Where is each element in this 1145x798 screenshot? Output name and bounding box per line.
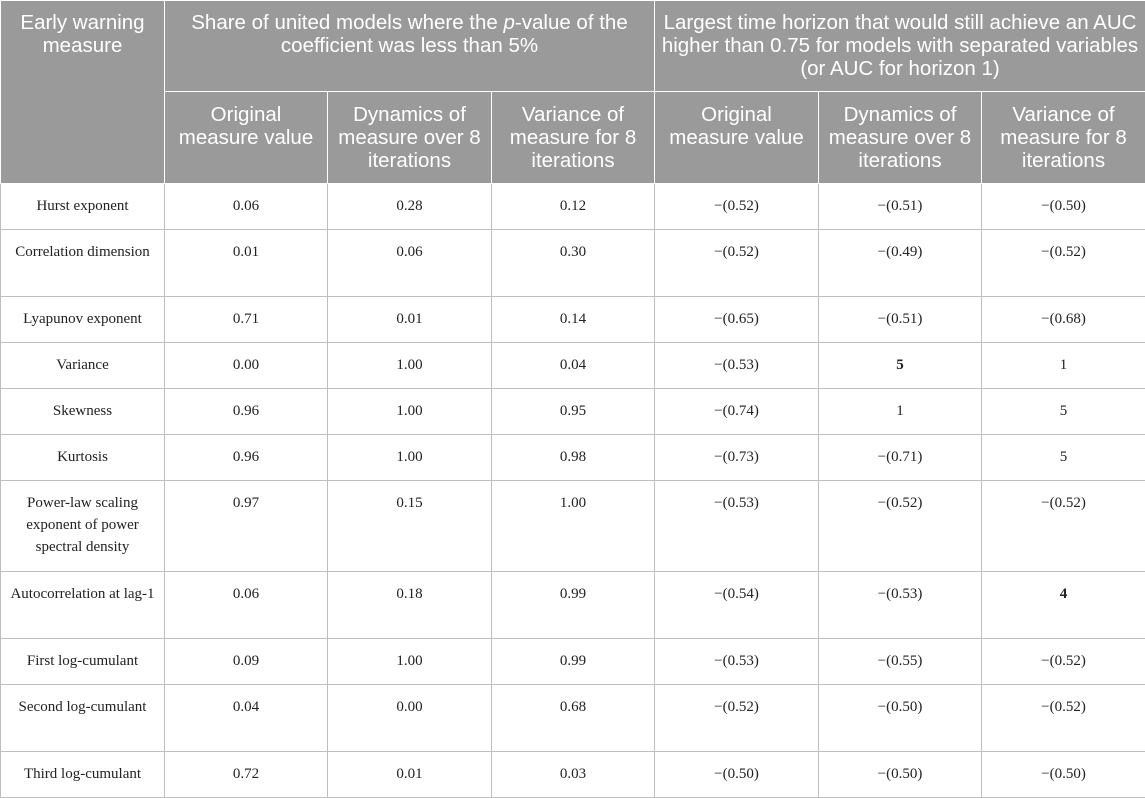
row-label: Correlation dimension bbox=[1, 230, 165, 297]
bold-value: 4 bbox=[1060, 586, 1068, 602]
header-original-measure-value-1: Original measure value bbox=[165, 92, 328, 184]
table-cell: 1.00 bbox=[328, 435, 492, 481]
table-cell: −(0.50) bbox=[819, 752, 982, 798]
table-cell: −(0.52) bbox=[982, 639, 1145, 685]
table-cell: 1.00 bbox=[328, 639, 492, 685]
table-cell: 0.00 bbox=[165, 343, 328, 389]
table-cell: −(0.52) bbox=[655, 685, 819, 752]
table-cell-bold bbox=[819, 343, 982, 389]
row-label: Autocorrelation at lag-1 bbox=[1, 572, 165, 639]
table-cell: −(0.52) bbox=[819, 481, 982, 572]
table-cell: −(0.52) bbox=[982, 230, 1145, 297]
table-cell: −(0.52) bbox=[982, 685, 1145, 752]
table-cell: −(0.49) bbox=[819, 230, 982, 297]
table-cell: 0.99 bbox=[492, 639, 655, 685]
table-cell: 0.95 bbox=[492, 389, 655, 435]
table-cell: 0.99 bbox=[492, 572, 655, 639]
table-cell: −(0.53) bbox=[819, 572, 982, 639]
header-dynamics-of-measure-2: Dynamics of measure over 8 iterations bbox=[819, 92, 982, 184]
table-cell: −(0.51) bbox=[819, 297, 982, 343]
header-early-warning-measure: Early warning measure bbox=[1, 1, 165, 184]
table-cell: −(0.53) bbox=[655, 343, 819, 389]
row-label: Variance bbox=[1, 343, 165, 389]
table-cell: −(0.53) bbox=[655, 639, 819, 685]
header-dynamics-of-measure-1: Dynamics of measure over 8 iterations bbox=[328, 92, 492, 184]
table-header bbox=[1, 1, 1145, 184]
row-label: Second log-cumulant bbox=[1, 685, 165, 752]
table-row-kurtosis bbox=[1, 435, 1145, 481]
table-cell: 5 bbox=[982, 435, 1145, 481]
row-label: Skewness bbox=[1, 389, 165, 435]
header-group-p-value-share bbox=[165, 1, 655, 92]
table-row-second-log-cumulant bbox=[1, 685, 1145, 752]
table-cell: −(0.55) bbox=[819, 639, 982, 685]
table-row-autocorrelation bbox=[1, 572, 1145, 639]
table-cell: 1.00 bbox=[328, 389, 492, 435]
table-cell: 0.04 bbox=[492, 343, 655, 389]
header-group1-text-pre: Share of united models where the bbox=[191, 11, 503, 34]
table-cell: 0.97 bbox=[165, 481, 328, 572]
table-cell: −(0.50) bbox=[655, 752, 819, 798]
table-cell: 0.01 bbox=[328, 297, 492, 343]
table-cell: −(0.53) bbox=[655, 481, 819, 572]
table-cell: 0.30 bbox=[492, 230, 655, 297]
header-group1-text-post: -value of the coefficient was less than 5% bbox=[281, 11, 628, 57]
table-cell: 1.00 bbox=[492, 481, 655, 572]
header-group-time-horizon: Largest time horizon that would still achieve an AUC higher than 0.75 for models with separated variables (or AUC for horizon 1) bbox=[655, 1, 1145, 92]
table-row-hurst-exponent bbox=[1, 184, 1145, 230]
table-cell: −(0.54) bbox=[655, 572, 819, 639]
row-label: Lyapunov exponent bbox=[1, 297, 165, 343]
table-cell: −(0.68) bbox=[982, 297, 1145, 343]
table-cell: 0.00 bbox=[328, 685, 492, 752]
table-body bbox=[1, 184, 1145, 798]
table-cell: −(0.52) bbox=[655, 184, 819, 230]
table-cell: 0.01 bbox=[328, 752, 492, 798]
table-row-skewness bbox=[1, 389, 1145, 435]
table-cell: 0.06 bbox=[328, 230, 492, 297]
table-cell: 0.06 bbox=[165, 572, 328, 639]
table-cell: 0.98 bbox=[492, 435, 655, 481]
table-cell: 0.01 bbox=[165, 230, 328, 297]
row-label: Power-law scaling exponent of power spectral density bbox=[1, 481, 165, 572]
header-variance-of-measure-2: Variance of measure for 8 iterations bbox=[982, 92, 1145, 184]
header-group1-p-italic: p bbox=[504, 11, 515, 34]
table-cell: 0.96 bbox=[165, 389, 328, 435]
table-cell: 0.72 bbox=[165, 752, 328, 798]
table-cell: 0.09 bbox=[165, 639, 328, 685]
table-row-power-law-scaling bbox=[1, 481, 1145, 572]
row-label: Third log-cumulant bbox=[1, 752, 165, 798]
table-cell: 0.71 bbox=[165, 297, 328, 343]
table-cell: 0.14 bbox=[492, 297, 655, 343]
table-cell: −(0.50) bbox=[982, 184, 1145, 230]
row-label: Hurst exponent bbox=[1, 184, 165, 230]
row-label: Kurtosis bbox=[1, 435, 165, 481]
row-label: First log-cumulant bbox=[1, 639, 165, 685]
header-variance-of-measure-1: Variance of measure for 8 iterations bbox=[492, 92, 655, 184]
table-cell: 0.68 bbox=[492, 685, 655, 752]
table-cell: 0.06 bbox=[165, 184, 328, 230]
table-cell: 5 bbox=[982, 389, 1145, 435]
table-row-first-log-cumulant bbox=[1, 639, 1145, 685]
table-cell: 1.00 bbox=[328, 343, 492, 389]
header-original-measure-value-2: Original measure value bbox=[655, 92, 819, 184]
table-row-third-log-cumulant bbox=[1, 752, 1145, 798]
table-cell-bold bbox=[982, 572, 1145, 639]
table-cell: −(0.50) bbox=[982, 752, 1145, 798]
table-cell: 0.96 bbox=[165, 435, 328, 481]
bold-value: 5 bbox=[896, 357, 904, 373]
table-row-variance bbox=[1, 343, 1145, 389]
table-cell: −(0.71) bbox=[819, 435, 982, 481]
table-cell: 0.12 bbox=[492, 184, 655, 230]
table-cell: 0.28 bbox=[328, 184, 492, 230]
table-cell: −(0.74) bbox=[655, 389, 819, 435]
table-cell: −(0.52) bbox=[982, 481, 1145, 572]
table-cell: 0.03 bbox=[492, 752, 655, 798]
table-cell: 0.04 bbox=[165, 685, 328, 752]
table-row-lyapunov-exponent bbox=[1, 297, 1145, 343]
table-row-correlation-dimension bbox=[1, 230, 1145, 297]
table-cell: −(0.51) bbox=[819, 184, 982, 230]
table-cell: 1 bbox=[819, 389, 982, 435]
table-cell: −(0.73) bbox=[655, 435, 819, 481]
table-cell: 0.18 bbox=[328, 572, 492, 639]
table-cell: −(0.50) bbox=[819, 685, 982, 752]
table-cell: 0.15 bbox=[328, 481, 492, 572]
table-cell: −(0.65) bbox=[655, 297, 819, 343]
table-cell: −(0.52) bbox=[655, 230, 819, 297]
table-cell: 1 bbox=[982, 343, 1145, 389]
